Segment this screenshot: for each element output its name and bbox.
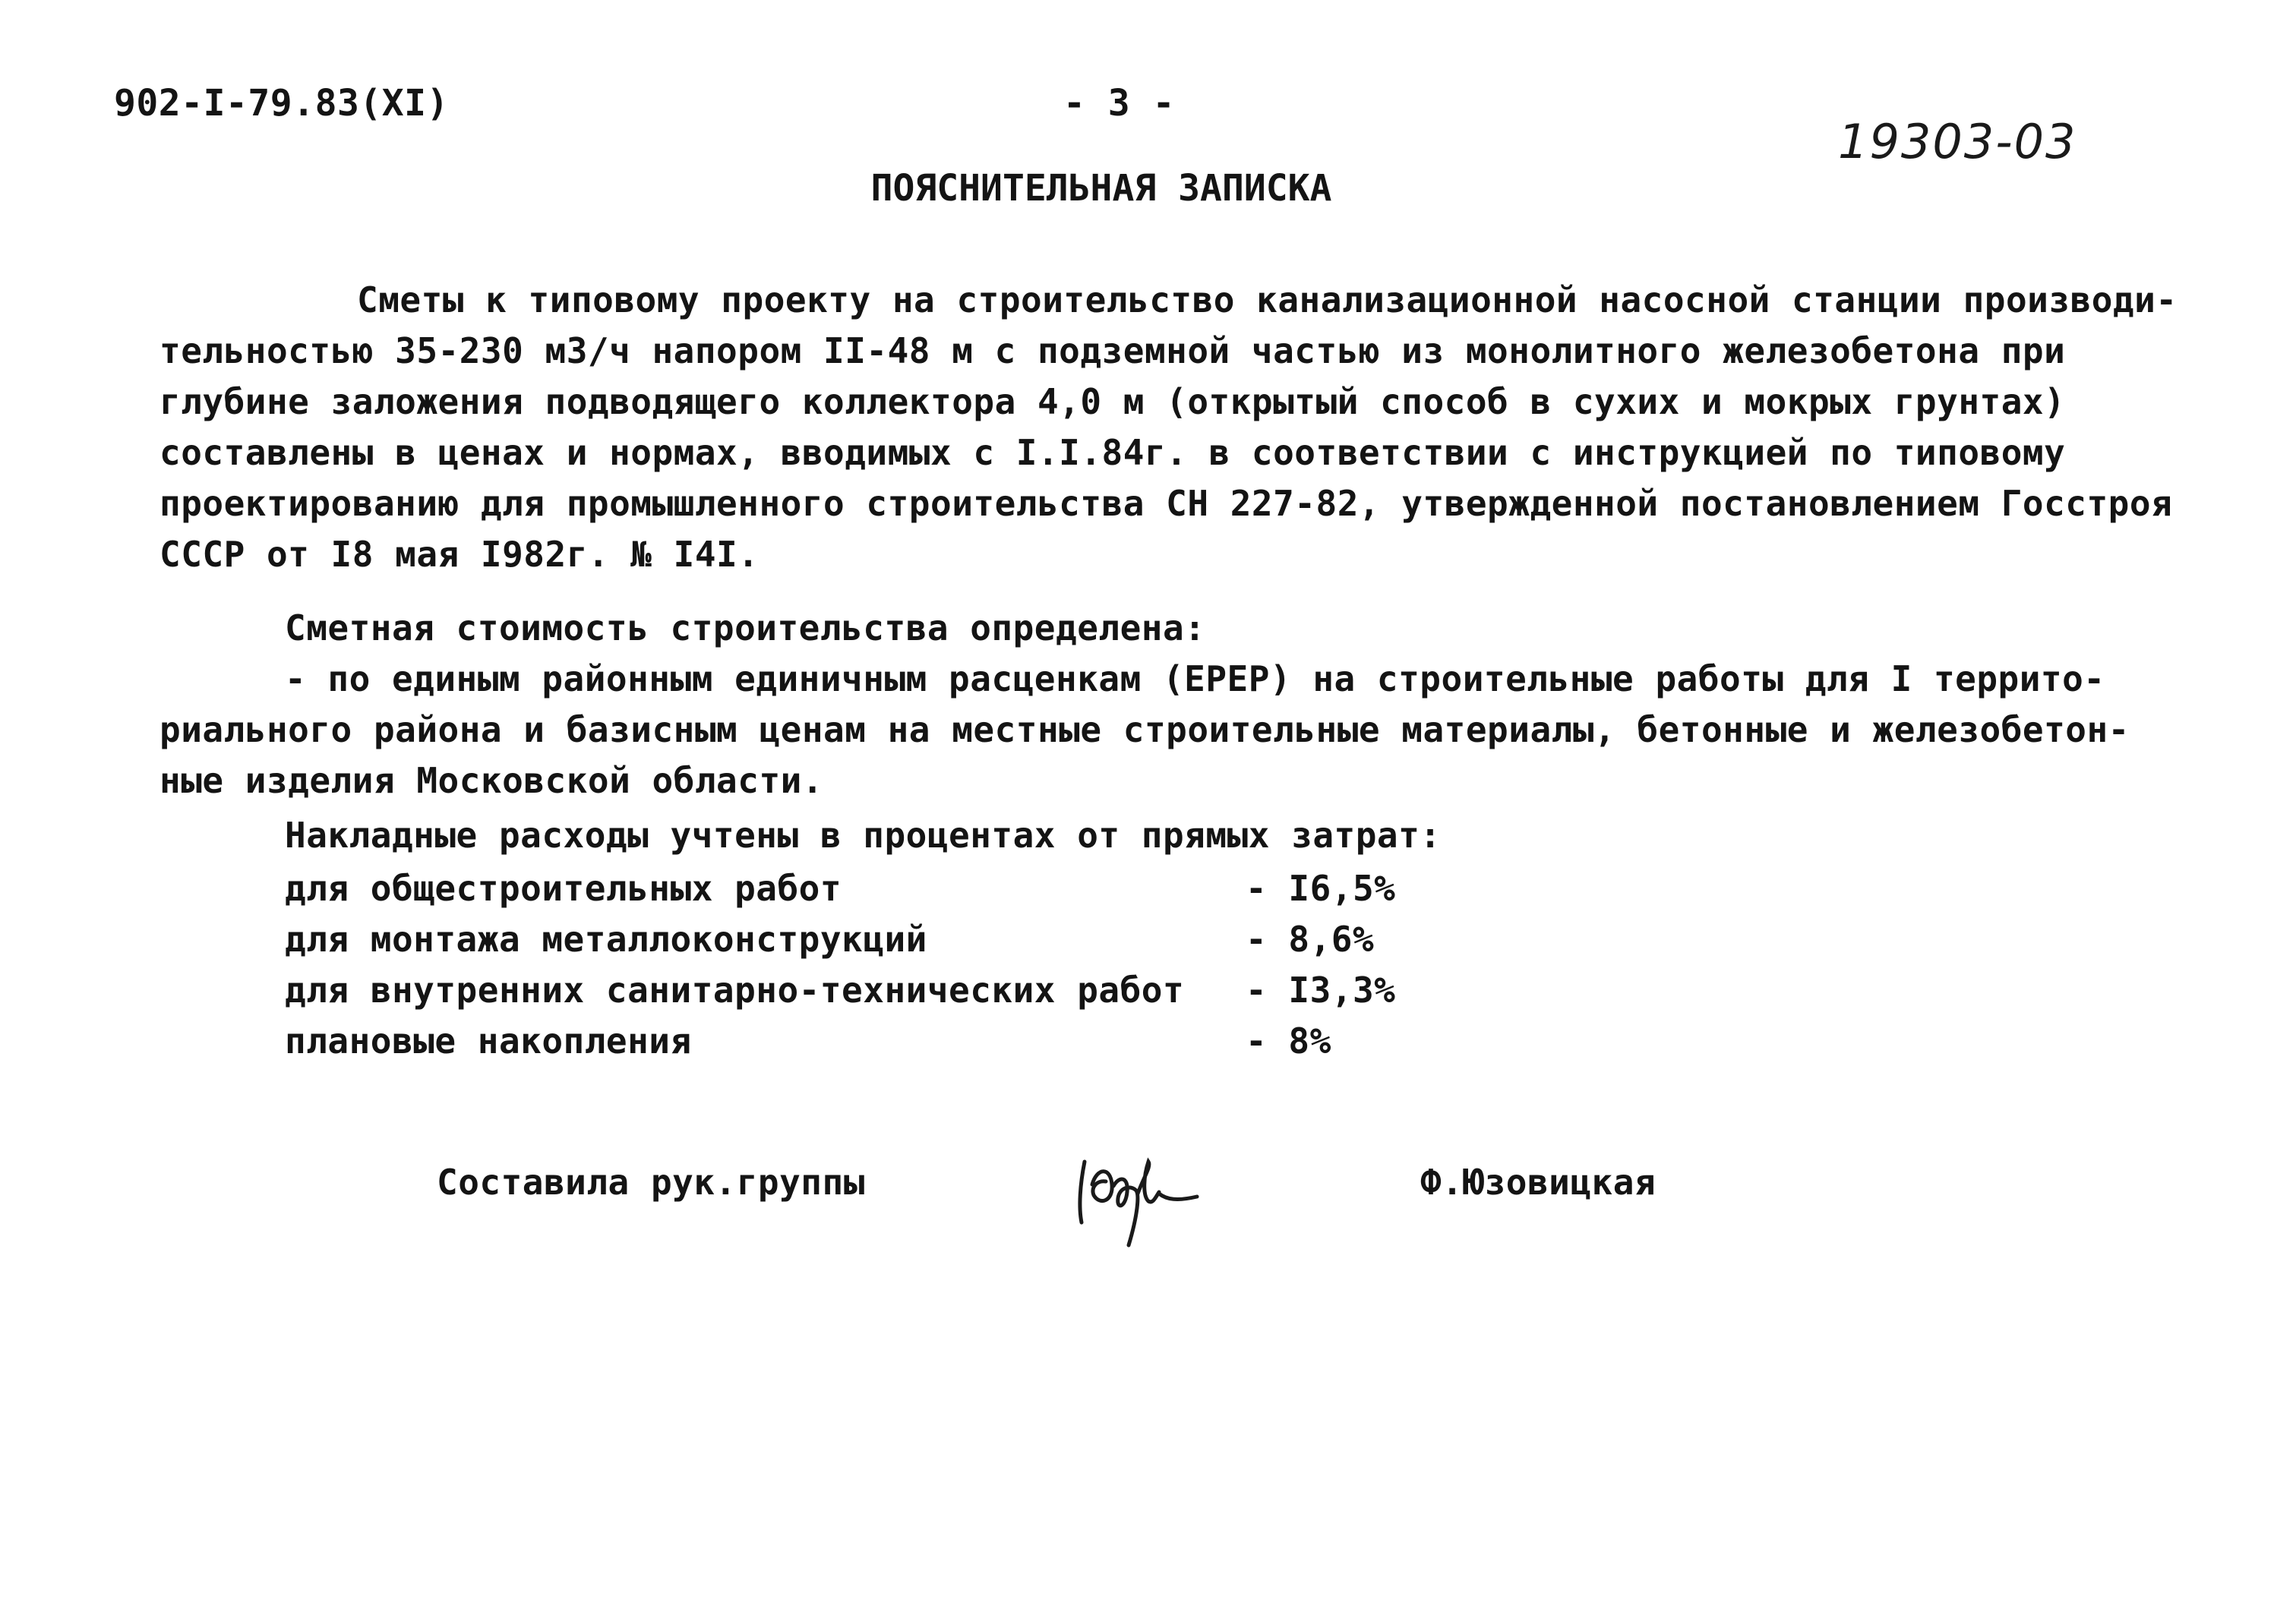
paragraph2-intro: Сметная стоимость строительства определена: (285, 607, 1206, 648)
paragraph1-line: Сметы к типовому проекту на строительство канализационной насосной станции производи- (357, 279, 2178, 320)
overhead-row-label: для внутренних санитарно-технических работ (285, 970, 1185, 1011)
paragraph1-line: составлены в ценах и нормах, вводимых с I.I.84г. в соответствии с инструкцией по типовому (159, 432, 2066, 473)
paragraph2-line: риального района и базисным ценам на местные строительные материалы, бетонные и железобетон- (159, 709, 2130, 750)
handwritten-registration-number: 19303-03 (1838, 114, 2077, 169)
paragraph2-line: ные изделия Московской области. (159, 760, 824, 801)
document-code: 902-I-79.83(XI) (114, 82, 449, 125)
overhead-row-value: - 8% (1246, 1020, 1331, 1061)
overhead-row-value: - 8,6% (1246, 919, 1375, 960)
paragraph1-line: глубине заложения подводящего коллектора 4,0 м (открытый способ в сухих и мокрых грунтах) (159, 381, 2066, 422)
paragraph1-line: тельностью 35-230 м3/ч напором II-48 м с подземной частью из монолитного железобетона при (159, 330, 2066, 371)
paragraph1-line: СССР от I8 мая I982г. № I4I. (159, 534, 760, 575)
overhead-intro: Накладные расходы учтены в процентах от прямых затрат: (285, 815, 1442, 856)
overhead-row-value: - I6,5% (1246, 868, 1396, 909)
paragraph1-line: проектированию для промышленного строительства СН 227-82, утвержденной постановлением Госстроя (159, 483, 2173, 524)
paragraph2-line: - по единым районным единичным расценкам (ЕРЕР) на строительные работы для I террито- (285, 658, 2105, 699)
signer-name: Ф.Юзовицкая (1420, 1162, 1656, 1203)
handwritten-signature (1063, 1131, 1215, 1260)
overhead-row-value: - I3,3% (1246, 970, 1396, 1011)
page-number: - 3 - (1063, 82, 1175, 125)
overhead-row-label: плановые накопления (285, 1020, 692, 1061)
overhead-row-label: для общестроительных работ (285, 868, 842, 909)
overhead-row-label: для монтажа металлоконструкций (285, 919, 927, 960)
signature-label: Составила рук.группы (437, 1162, 865, 1203)
document-title: ПОЯСНИТЕЛЬНАЯ ЗАПИСКА (870, 167, 1332, 210)
